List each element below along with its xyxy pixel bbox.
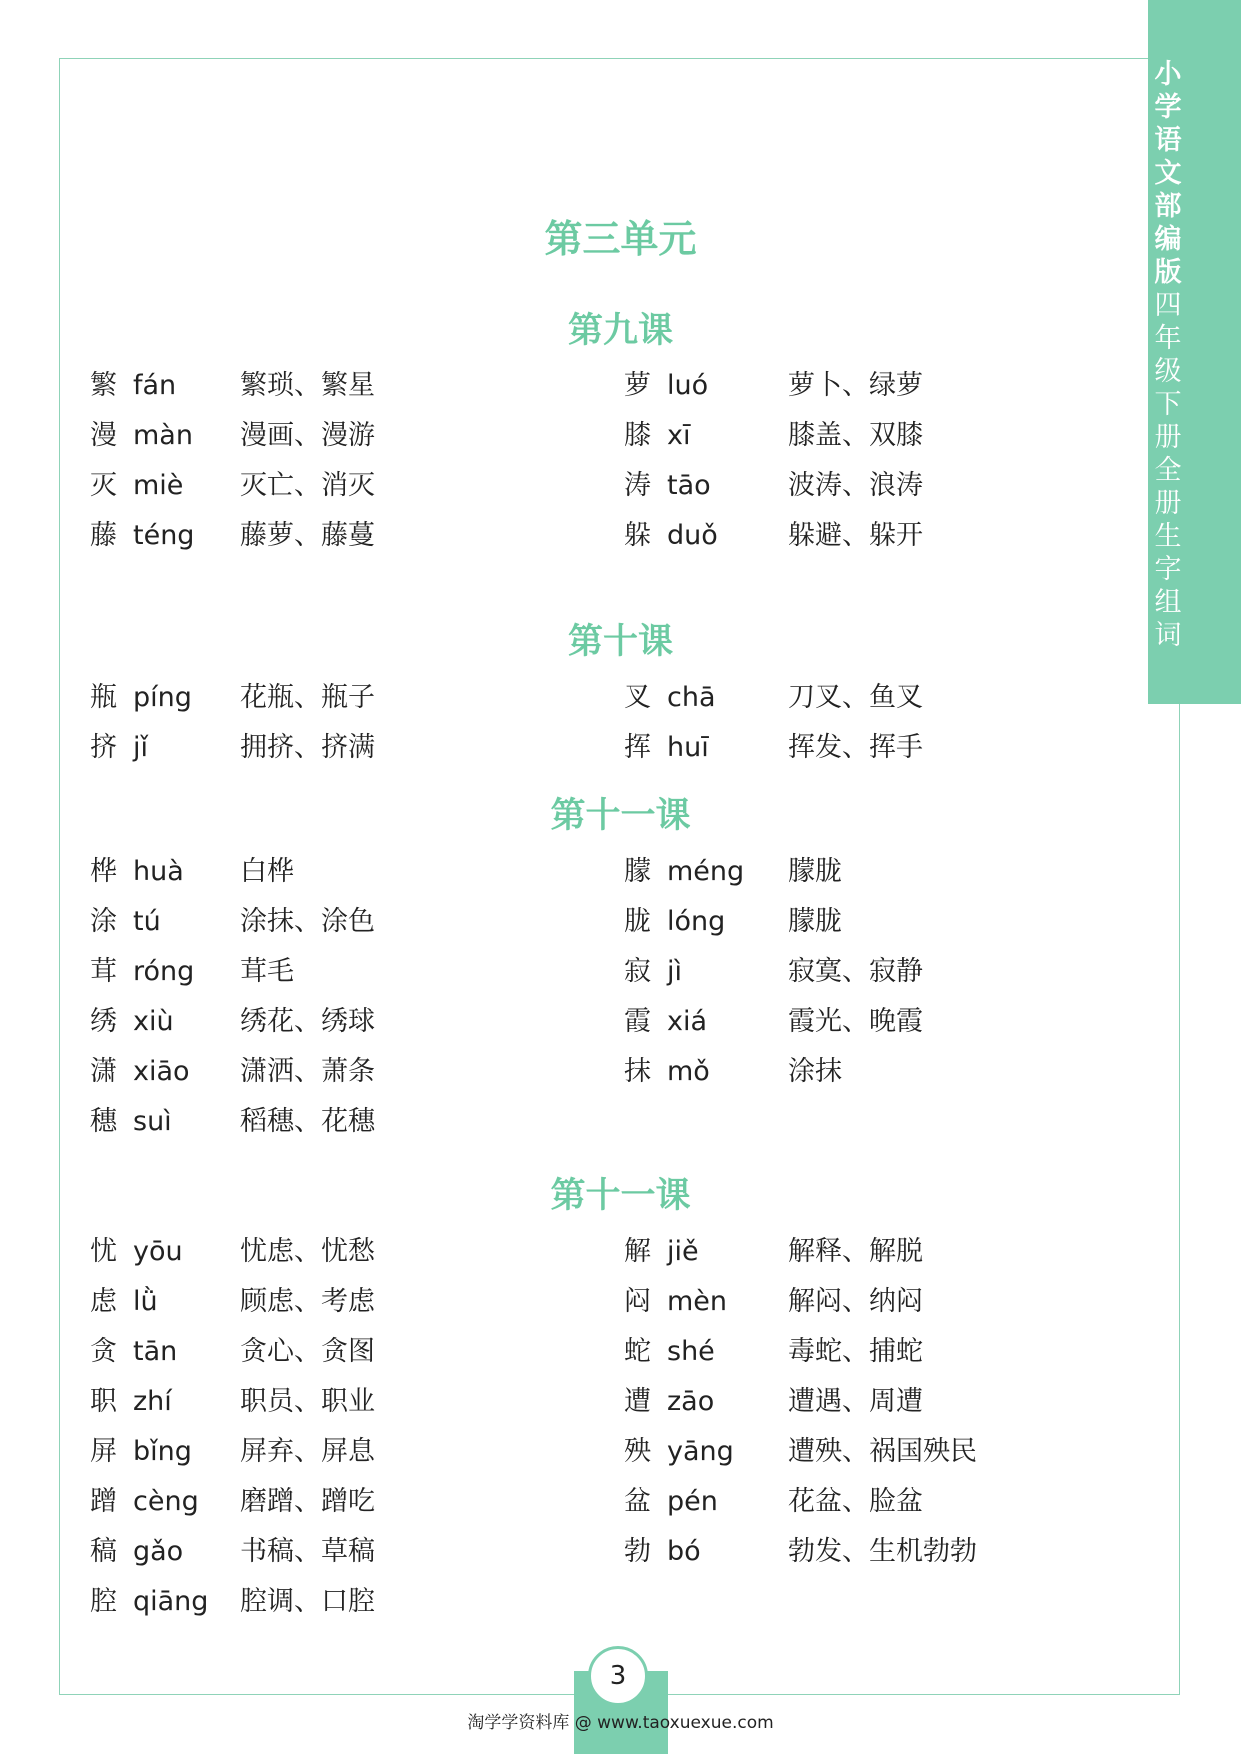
vocab-pinyin: luó	[667, 370, 709, 401]
vocab-words: 职员、职业	[240, 1386, 375, 1417]
vocab-row	[0, 366, 1241, 406]
vocab-row	[0, 728, 1241, 768]
vocab-words: 白桦	[240, 856, 294, 887]
vocab-pinyin: méng	[667, 856, 745, 887]
vocab-pinyin: huà	[133, 856, 184, 887]
vocab-char: 藤	[90, 520, 117, 551]
vocab-pinyin: jì	[667, 956, 683, 987]
vocab-pinyin: lǜ	[133, 1286, 158, 1317]
vocab-words: 磨蹭、蹭吃	[240, 1486, 375, 1517]
vocab-pinyin: bó	[667, 1536, 701, 1567]
vocab-row	[0, 1282, 1241, 1322]
vocab-char: 萝	[624, 370, 651, 401]
vocab-pinyin: duǒ	[667, 520, 718, 551]
vocab-words: 忧虑、忧愁	[240, 1236, 375, 1267]
vocab-row	[0, 678, 1241, 718]
vocab-row	[0, 852, 1241, 892]
vocab-char: 抹	[624, 1056, 651, 1087]
vocab-words: 繁琐、繁星	[240, 370, 375, 401]
vocab-pinyin: yāng	[667, 1436, 734, 1467]
vocab-words: 萝卜、绿萝	[788, 370, 923, 401]
vocab-words: 拥挤、挤满	[240, 732, 375, 763]
vocab-pinyin: miè	[133, 470, 184, 501]
vocab-row	[0, 466, 1241, 506]
vocab-pinyin: xiāo	[133, 1056, 190, 1087]
vocab-words: 稻穗、花穗	[240, 1106, 375, 1137]
vocab-words: 藤萝、藤蔓	[240, 520, 375, 551]
vocab-pinyin: bǐng	[133, 1436, 192, 1467]
lesson-title: 第十课	[567, 622, 673, 662]
vocab-char: 腔	[90, 1586, 117, 1617]
vocab-words: 寂寞、寂静	[788, 956, 923, 987]
vocab-char: 繁	[90, 370, 117, 401]
vocab-pinyin: píng	[133, 682, 192, 713]
vocab-pinyin: xī	[667, 420, 691, 451]
vocab-words: 勃发、生机勃勃	[788, 1536, 977, 1567]
vocab-pinyin: jiě	[667, 1236, 699, 1267]
vocab-char: 挤	[90, 732, 117, 763]
vocab-pinyin: xiá	[667, 1006, 708, 1037]
lesson-title: 第九课	[567, 311, 673, 351]
vocab-char: 漫	[90, 420, 117, 451]
vocab-char: 闷	[624, 1286, 651, 1317]
vocab-words: 涂抹	[788, 1056, 842, 1087]
vocab-char: 绣	[90, 1006, 117, 1037]
vocab-pinyin: pén	[667, 1486, 718, 1517]
side-tab-text	[1148, 58, 1188, 652]
vocab-words: 毒蛇、捕蛇	[788, 1336, 923, 1367]
vocab-row	[0, 1382, 1241, 1422]
vocab-char: 瓶	[90, 682, 117, 713]
vocab-words: 挥发、挥手	[788, 732, 923, 763]
vocab-char: 遭	[624, 1386, 651, 1417]
vocab-row	[0, 1102, 1241, 1142]
vocab-pinyin: mèn	[667, 1286, 728, 1317]
vocab-char: 涛	[624, 470, 651, 501]
vocab-row	[0, 902, 1241, 942]
side-tab-line2: 四 年 级 下 册	[1154, 290, 1182, 453]
vocab-pinyin: màn	[133, 420, 193, 451]
vocab-pinyin: yōu	[133, 1236, 183, 1267]
vocab-words: 霞光、晚霞	[788, 1006, 923, 1037]
vocab-char: 殃	[624, 1436, 651, 1467]
vocab-char: 贪	[90, 1336, 117, 1367]
vocab-char: 解	[624, 1236, 651, 1267]
page-number: 3	[588, 1646, 648, 1706]
vocab-words: 漫画、漫游	[240, 420, 375, 451]
vocab-words: 灭亡、消灭	[240, 470, 375, 501]
vocab-words: 贪心、贪图	[240, 1336, 375, 1367]
footer-credit: 淘学学资料库 @ www.taoxuexue.com	[467, 1713, 774, 1733]
vocab-row	[0, 1432, 1241, 1472]
vocab-pinyin: tān	[133, 1336, 178, 1367]
vocab-char: 朦	[624, 856, 651, 887]
vocab-char: 穗	[90, 1106, 117, 1137]
vocab-char: 茸	[90, 956, 117, 987]
vocab-row	[0, 416, 1241, 456]
vocab-words: 涂抹、涂色	[240, 906, 375, 937]
vocab-words: 绣花、绣球	[240, 1006, 375, 1037]
vocab-char: 职	[90, 1386, 117, 1417]
vocab-words: 躲避、躲开	[788, 520, 923, 551]
vocab-words: 遭殃、祸国殃民	[788, 1436, 977, 1467]
vocab-pinyin: gǎo	[133, 1536, 184, 1567]
vocab-row	[0, 516, 1241, 556]
vocab-words: 朦胧	[788, 906, 842, 937]
vocab-words: 花瓶、瓶子	[240, 682, 375, 713]
vocab-pinyin: suì	[133, 1106, 172, 1137]
vocab-words: 刀叉、鱼叉	[788, 682, 923, 713]
vocab-words: 顾虑、考虑	[240, 1286, 375, 1317]
vocab-words: 茸毛	[240, 956, 294, 987]
vocab-pinyin: tāo	[667, 470, 711, 501]
vocab-words: 解释、解脱	[788, 1236, 923, 1267]
vocab-pinyin: fán	[133, 370, 177, 401]
vocab-char: 稿	[90, 1536, 117, 1567]
vocab-words: 书稿、草稿	[240, 1536, 375, 1567]
vocab-pinyin: qiāng	[133, 1586, 209, 1617]
vocab-pinyin: zhí	[133, 1386, 172, 1417]
vocab-words: 解闷、纳闷	[788, 1286, 923, 1317]
vocab-pinyin: mǒ	[667, 1056, 710, 1087]
vocab-pinyin: róng	[133, 956, 195, 987]
vocab-words: 潇洒、萧条	[240, 1056, 375, 1087]
vocab-pinyin: huī	[667, 732, 709, 763]
vocab-pinyin: lóng	[667, 906, 726, 937]
vocab-words: 腔调、口腔	[240, 1586, 375, 1617]
vocab-char: 叉	[624, 682, 651, 713]
vocab-char: 涂	[90, 906, 117, 937]
vocab-char: 屏	[90, 1436, 117, 1467]
lesson-title: 第十一课	[550, 796, 691, 836]
vocab-words: 屏弃、屏息	[240, 1436, 375, 1467]
vocab-row	[0, 1332, 1241, 1372]
vocab-words: 波涛、浪涛	[788, 470, 923, 501]
vocab-pinyin: xiù	[133, 1006, 174, 1037]
vocab-char: 胧	[624, 906, 651, 937]
unit-title: 第三单元	[544, 217, 697, 261]
vocab-row	[0, 1232, 1241, 1272]
vocab-row	[0, 1482, 1241, 1522]
vocab-pinyin: jǐ	[133, 732, 149, 763]
vocab-words: 遭遇、周遭	[788, 1386, 923, 1417]
vocab-pinyin: chā	[667, 682, 716, 713]
vocab-char: 霞	[624, 1006, 651, 1037]
vocab-char: 寂	[624, 956, 651, 987]
vocab-pinyin: cèng	[133, 1486, 199, 1517]
vocab-char: 灭	[90, 470, 117, 501]
vocab-pinyin: zāo	[667, 1386, 715, 1417]
side-tab-line3: 全 册 生 字 组 词	[1154, 455, 1182, 651]
vocab-row	[0, 1002, 1241, 1042]
vocab-row	[0, 1582, 1241, 1622]
vocab-char: 盆	[624, 1486, 651, 1517]
vocab-pinyin: tú	[133, 906, 161, 937]
side-tab-line1: 小 学 语 文 部 编 版	[1154, 59, 1182, 288]
vocab-char: 勃	[624, 1536, 651, 1567]
vocab-char: 挥	[624, 732, 651, 763]
vocab-char: 躲	[624, 520, 651, 551]
vocab-words: 花盆、脸盆	[788, 1486, 923, 1517]
vocab-pinyin: shé	[667, 1336, 715, 1367]
vocab-char: 虑	[90, 1286, 117, 1317]
vocab-words: 膝盖、双膝	[788, 420, 923, 451]
vocab-row	[0, 1532, 1241, 1572]
vocab-pinyin: téng	[133, 520, 195, 551]
vocab-row	[0, 1052, 1241, 1092]
vocab-words: 朦胧	[788, 856, 842, 887]
vocab-char: 潇	[90, 1056, 117, 1087]
vocab-char: 忧	[90, 1236, 117, 1267]
vocab-char: 蹭	[90, 1486, 117, 1517]
vocab-row	[0, 952, 1241, 992]
vocab-char: 桦	[90, 856, 117, 887]
vocab-char: 蛇	[624, 1336, 651, 1367]
lesson-title: 第十一课	[550, 1176, 691, 1216]
vocab-char: 膝	[624, 420, 651, 451]
